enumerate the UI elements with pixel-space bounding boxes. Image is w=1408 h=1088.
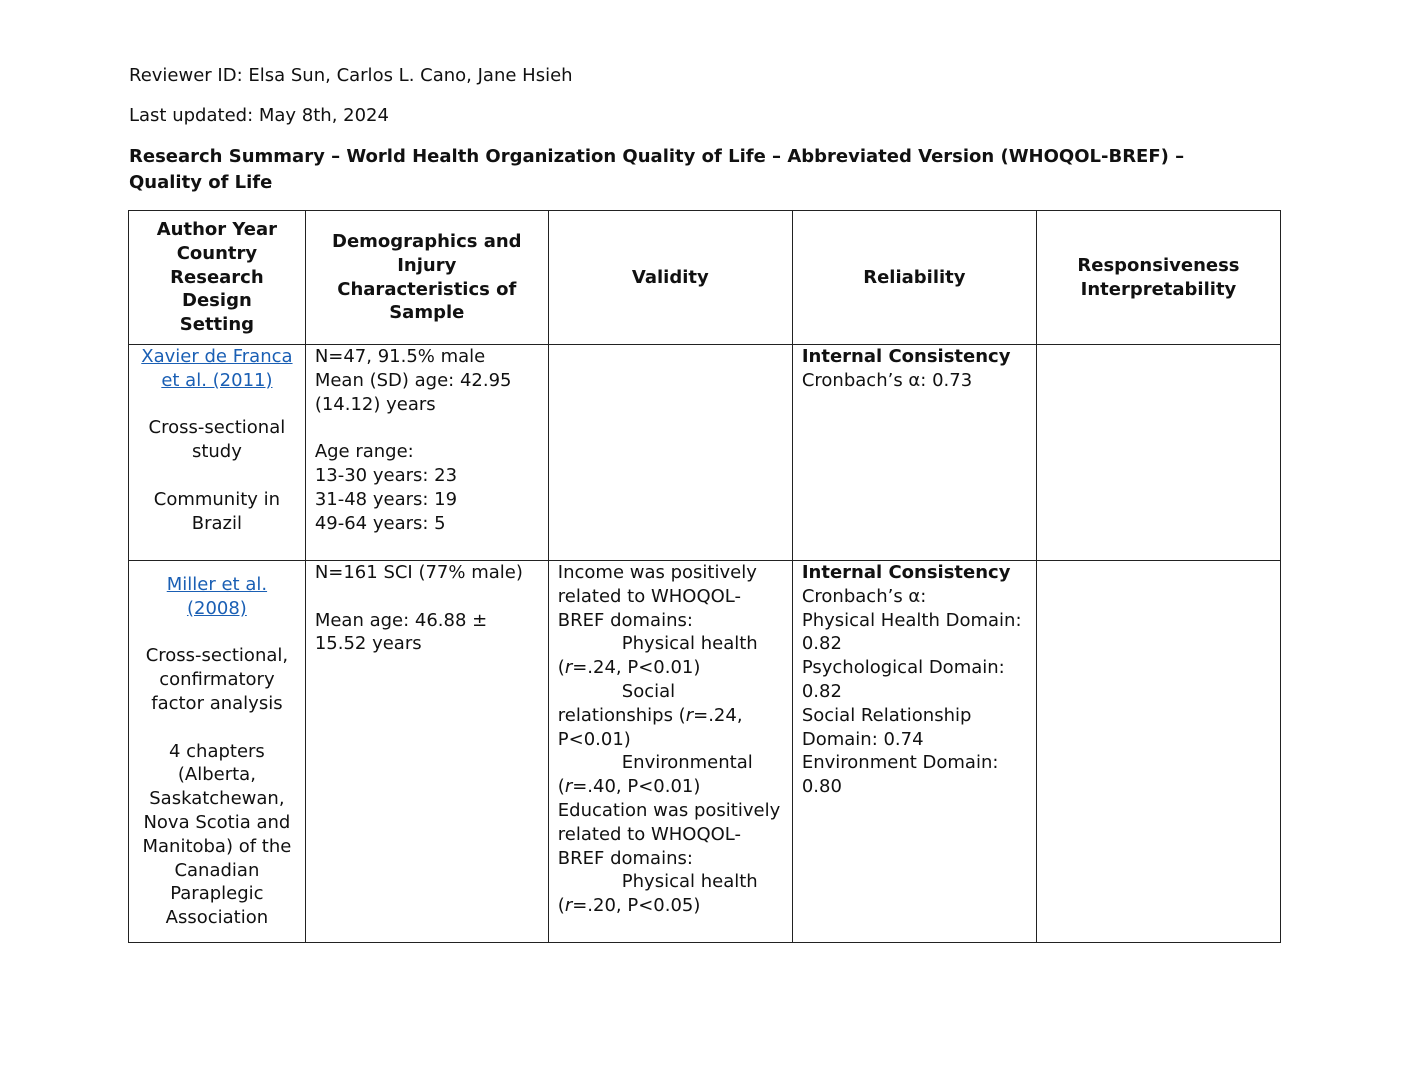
header-author-line: Author Year (156, 219, 278, 240)
header-author-line: Research (170, 266, 264, 288)
last-updated: Last updated: May 8th, 2024 (129, 105, 389, 126)
education-intro: Education was positively related to WHOQOL-BREF domains: (557, 799, 781, 869)
header-demographics-line: Sample (389, 302, 465, 324)
table-row (129, 345, 1281, 561)
reliability-cell (792, 345, 1036, 561)
domain-label: Environmental (621, 752, 753, 774)
sample-size: N=47, 91.5% male (314, 346, 486, 367)
table-row (129, 561, 1281, 943)
domain-alpha: Psychological Domain: 0.82 (801, 657, 1005, 702)
domain-alpha: Social Relationship Domain: 0.74 (801, 704, 972, 750)
header-demographics-line: Demographics and (332, 230, 522, 252)
cronbach-alpha-label: Cronbach’s α: (801, 585, 927, 607)
header-demographics-line: Injury (397, 254, 457, 276)
header-demographics-line: Characteristics of (337, 278, 517, 300)
domain-stats: (r=.20, P<0.05) (557, 895, 701, 917)
header-reliability: Reliability (792, 211, 1036, 345)
research-summary-table (128, 210, 1281, 943)
document-title: Research Summary – World Health Organization Quality of Life – Abbreviated Version (WHOQOL-BREF) – Quality of Life (129, 146, 1185, 193)
study-setting: 4 chapters (Alberta, Saskatchewan, Nova Scotia and Manitoba) of the Canadian Paraplegic Association (142, 740, 292, 929)
responsiveness-cell (1036, 561, 1280, 943)
research-design: Cross-sectional study (148, 417, 286, 463)
reviewer-id: Reviewer ID: Elsa Sun, Carlos L. Cano, Jane Hsieh (129, 65, 573, 86)
header-validity: Validity (548, 211, 792, 345)
header-author-line: Country (176, 242, 258, 264)
reliability-cell (792, 561, 1036, 943)
citation-link[interactable]: Xavier de Franca et al. (2011) (141, 346, 293, 391)
validity-cell (548, 561, 792, 943)
author-cell (129, 561, 306, 943)
responsiveness-cell (1036, 345, 1280, 561)
cronbach-alpha: Cronbach’s α: 0.73 (801, 369, 973, 391)
income-intro: Income was positively related to WHOQOL-BREF domains: (557, 562, 757, 631)
validity-cell (548, 345, 792, 561)
header-author-line: Design (182, 290, 252, 312)
domain-stats: (r=.24, P<0.01) (557, 657, 701, 679)
domain-label: Social (621, 680, 676, 702)
domain-stats: (r=.40, P<0.01) (557, 776, 701, 798)
domain-label: Physical health (621, 871, 758, 893)
header-responsiveness-line: Responsiveness (1077, 254, 1240, 276)
header-author-line: Setting (179, 314, 255, 336)
domain-stats: relationships (r=.24, P<0.01) (557, 704, 743, 750)
header-author (129, 211, 306, 345)
study-setting: Community in Brazil (153, 488, 281, 534)
internal-consistency-heading: Internal Consistency (801, 346, 1011, 367)
domain-alpha: Physical Health Domain: 0.82 (801, 609, 1022, 655)
internal-consistency-heading: Internal Consistency (801, 562, 1011, 583)
age-range-item: 49-64 years: 5 (314, 512, 446, 534)
domain-alpha: Environment Domain: 0.80 (801, 752, 999, 798)
demographics-cell (305, 561, 548, 943)
citation-link[interactable]: Miller et al. (2008) (166, 574, 268, 619)
sample-size: N=161 SCI (77% male) (314, 562, 523, 583)
research-design: Cross-sectional, confirmatory factor analysis (145, 645, 289, 714)
domain-label: Physical health (621, 633, 758, 655)
table-header-row (129, 211, 1281, 345)
header-demographics (305, 211, 548, 345)
mean-age: Mean (SD) age: 42.95 (14.12) years (314, 369, 512, 415)
age-range-item: 13-30 years: 23 (314, 464, 458, 486)
author-cell (129, 345, 306, 561)
demographics-cell (305, 345, 548, 561)
header-responsiveness (1036, 211, 1280, 345)
age-range-label: Age range: (314, 441, 414, 463)
header-responsiveness-line: Interpretability (1080, 278, 1237, 300)
mean-age: Mean age: 46.88 ± 15.52 years (314, 609, 488, 655)
age-range-item: 31-48 years: 19 (314, 488, 458, 510)
